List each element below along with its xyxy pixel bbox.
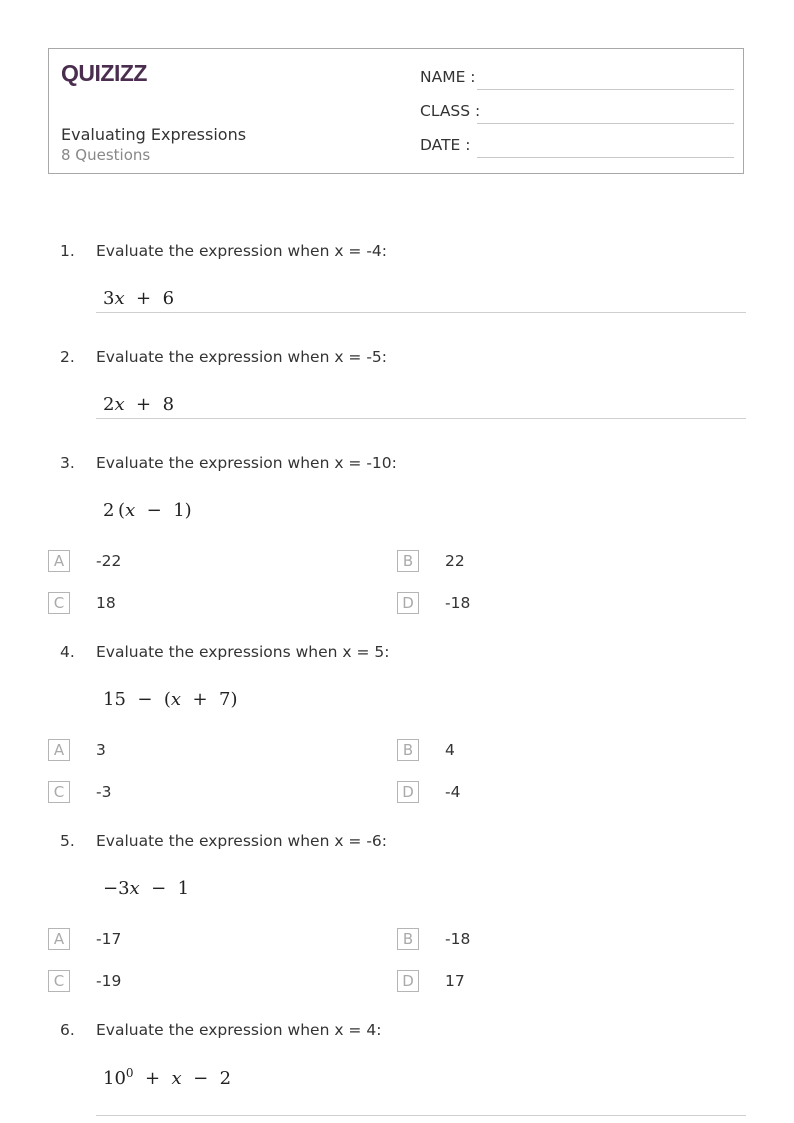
class-line[interactable] [477, 123, 734, 124]
math-expression: 3x + 6 [103, 288, 175, 309]
date-label: DATE : [420, 136, 471, 154]
date-field[interactable] [420, 136, 734, 158]
option-c-text: 18 [96, 594, 116, 612]
math-expression: −3x − 1 [103, 878, 190, 899]
option-a-text: -22 [96, 552, 122, 570]
option-d-box[interactable]: D [397, 592, 419, 614]
worksheet-title: Evaluating Expressions [61, 125, 247, 144]
option-b-text: -18 [445, 930, 471, 948]
question-number: 5. [60, 832, 75, 850]
option-d-box[interactable]: D [397, 970, 419, 992]
option-d-text: -4 [445, 783, 461, 801]
option-d-box[interactable]: D [397, 781, 419, 803]
option-c-box[interactable]: C [48, 781, 70, 803]
question-number: 6. [60, 1021, 75, 1039]
option-b-box[interactable]: B [397, 550, 419, 572]
name-field[interactable] [420, 68, 734, 90]
math-expression: 2 (x − 1) [103, 500, 192, 521]
option-c-text: -3 [96, 783, 112, 801]
question-count: 8 Questions [61, 146, 151, 164]
question-number: 3. [60, 454, 75, 472]
math-expression: $10^0 + x - 2$ [103, 1066, 232, 1089]
quizizz-logo [61, 59, 155, 87]
question-text: Evaluate the expression when x = -5: [96, 348, 388, 366]
option-d-text: 17 [445, 972, 465, 990]
worksheet-header [48, 48, 744, 174]
question-number: 4. [60, 643, 75, 661]
option-a-box[interactable]: A [48, 550, 70, 572]
answer-line[interactable] [96, 418, 746, 419]
question-text: Evaluate the expression when x = -6: [96, 832, 388, 850]
option-c-box[interactable]: C [48, 970, 70, 992]
option-b-text: 22 [445, 552, 465, 570]
question-text: Evaluate the expression when x = -4: [96, 242, 388, 260]
question-text: Evaluate the expression when x = -10: [96, 454, 397, 472]
option-a-text: 3 [96, 741, 106, 759]
option-a-text: -17 [96, 930, 122, 948]
option-a-box[interactable]: A [48, 928, 70, 950]
name-line[interactable] [477, 89, 734, 90]
option-a-box[interactable]: A [48, 739, 70, 761]
class-field[interactable] [420, 102, 734, 124]
option-c-text: -19 [96, 972, 122, 990]
option-d-text: -18 [445, 594, 471, 612]
question-text: Evaluate the expression when x = 4: [96, 1021, 382, 1039]
name-label: NAME : [420, 68, 476, 86]
option-b-box[interactable]: B [397, 739, 419, 761]
math-expression: 2x + 8 [103, 394, 175, 415]
answer-line[interactable] [96, 312, 746, 313]
date-line[interactable] [477, 157, 734, 158]
option-b-box[interactable]: B [397, 928, 419, 950]
question-number: 1. [60, 242, 75, 260]
option-b-text: 4 [445, 741, 455, 759]
svg-text:QUIZIZZ: QUIZIZZ [61, 60, 147, 86]
question-number: 2. [60, 348, 75, 366]
option-c-box[interactable]: C [48, 592, 70, 614]
math-expression: 15 − (x + 7) [103, 689, 238, 710]
class-label: CLASS : [420, 102, 481, 120]
question-text: Evaluate the expressions when x = 5: [96, 643, 390, 661]
answer-line[interactable] [96, 1115, 746, 1116]
